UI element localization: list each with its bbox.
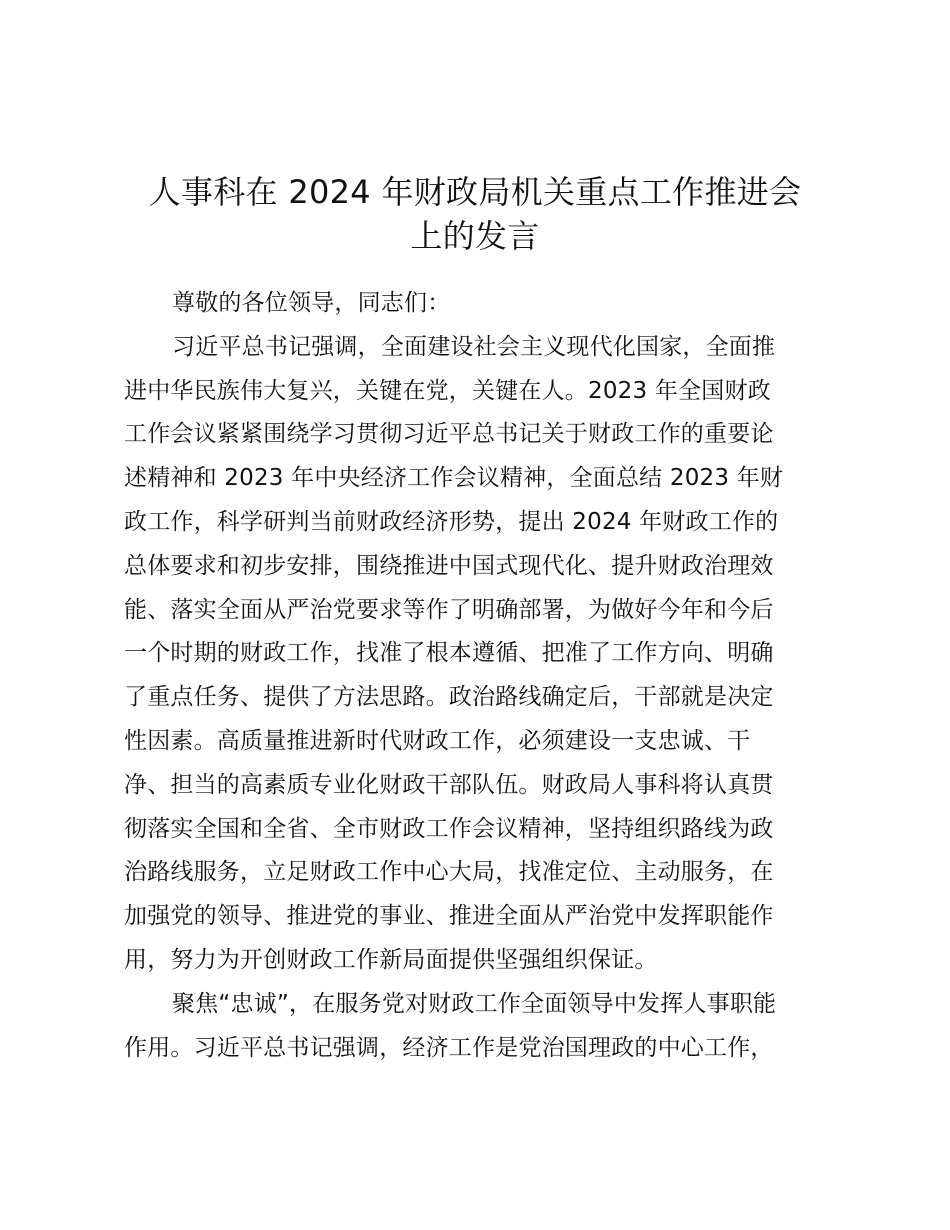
paragraph-line: 总体要求和初步安排，围绕推进中国式现代化、提升财政治理效: [124, 552, 774, 579]
paragraph-line: 治路线服务，立足财政工作中心大局，找准定位、主动服务，在: [124, 859, 774, 886]
paragraph-line: 了重点任务、提供了方法思路。政治路线确定后，干部就是决定: [124, 684, 774, 711]
paragraph-line: 述精神和 2023 年中央经济工作会议精神，全面总结 2023 年财: [124, 465, 784, 492]
paragraph-line: 能、落实全面从严治党要求等作了明确部署，为做好今年和今后: [124, 596, 774, 623]
paragraph-line: 一个时期的财政工作，找准了根本遵循、把准了工作方向、明确: [124, 640, 774, 667]
paragraph-line: 聚焦“忠诚”，在服务党对财政工作全面领导中发挥人事职能: [172, 990, 777, 1017]
title-line-2: 上的发言: [410, 217, 540, 255]
paragraph-line: 政工作，科学研判当前财政经济形势，提出 2024 年财政工作的: [124, 508, 779, 535]
paragraph-line: 性因素。高质量推进新时代财政工作，必须建设一支忠诚、干: [124, 727, 751, 754]
paragraph-line: 用，努力为开创财政工作新局面提供坚强组织保证。: [124, 946, 658, 973]
paragraph-line: 净、担当的高素质专业化财政干部队伍。财政局人事科将认真贯: [124, 771, 774, 798]
title-line-1: 人事科在 2024 年财政局机关重点工作推进会: [148, 173, 802, 211]
paragraph-2: [124, 983, 836, 1071]
document-title: [120, 170, 830, 258]
paragraph-line: 作用。习近平总书记强调，经济工作是党治国理政的中心工作，: [124, 1034, 774, 1061]
paragraph-line: 彻落实全国和全省、全市财政工作会议精神，坚持组织路线为政: [124, 815, 774, 842]
paragraph-1: [124, 326, 836, 983]
paragraph-line: 加强党的领导、推进党的事业、推进全面从严治党中发挥职能作: [124, 903, 774, 930]
paragraph-line: 工作会议紧紧围绕学习贯彻习近平总书记关于财政工作的重要论: [124, 421, 774, 448]
greeting: 尊敬的各位领导，同志们：: [172, 290, 451, 316]
document-body: [124, 282, 836, 1070]
paragraph-line: 习近平总书记强调，全面建设社会主义现代化国家，全面推: [172, 333, 776, 360]
paragraph-line: 进中华民族伟大复兴，关键在党，关键在人。2023 年全国财政: [124, 377, 771, 404]
